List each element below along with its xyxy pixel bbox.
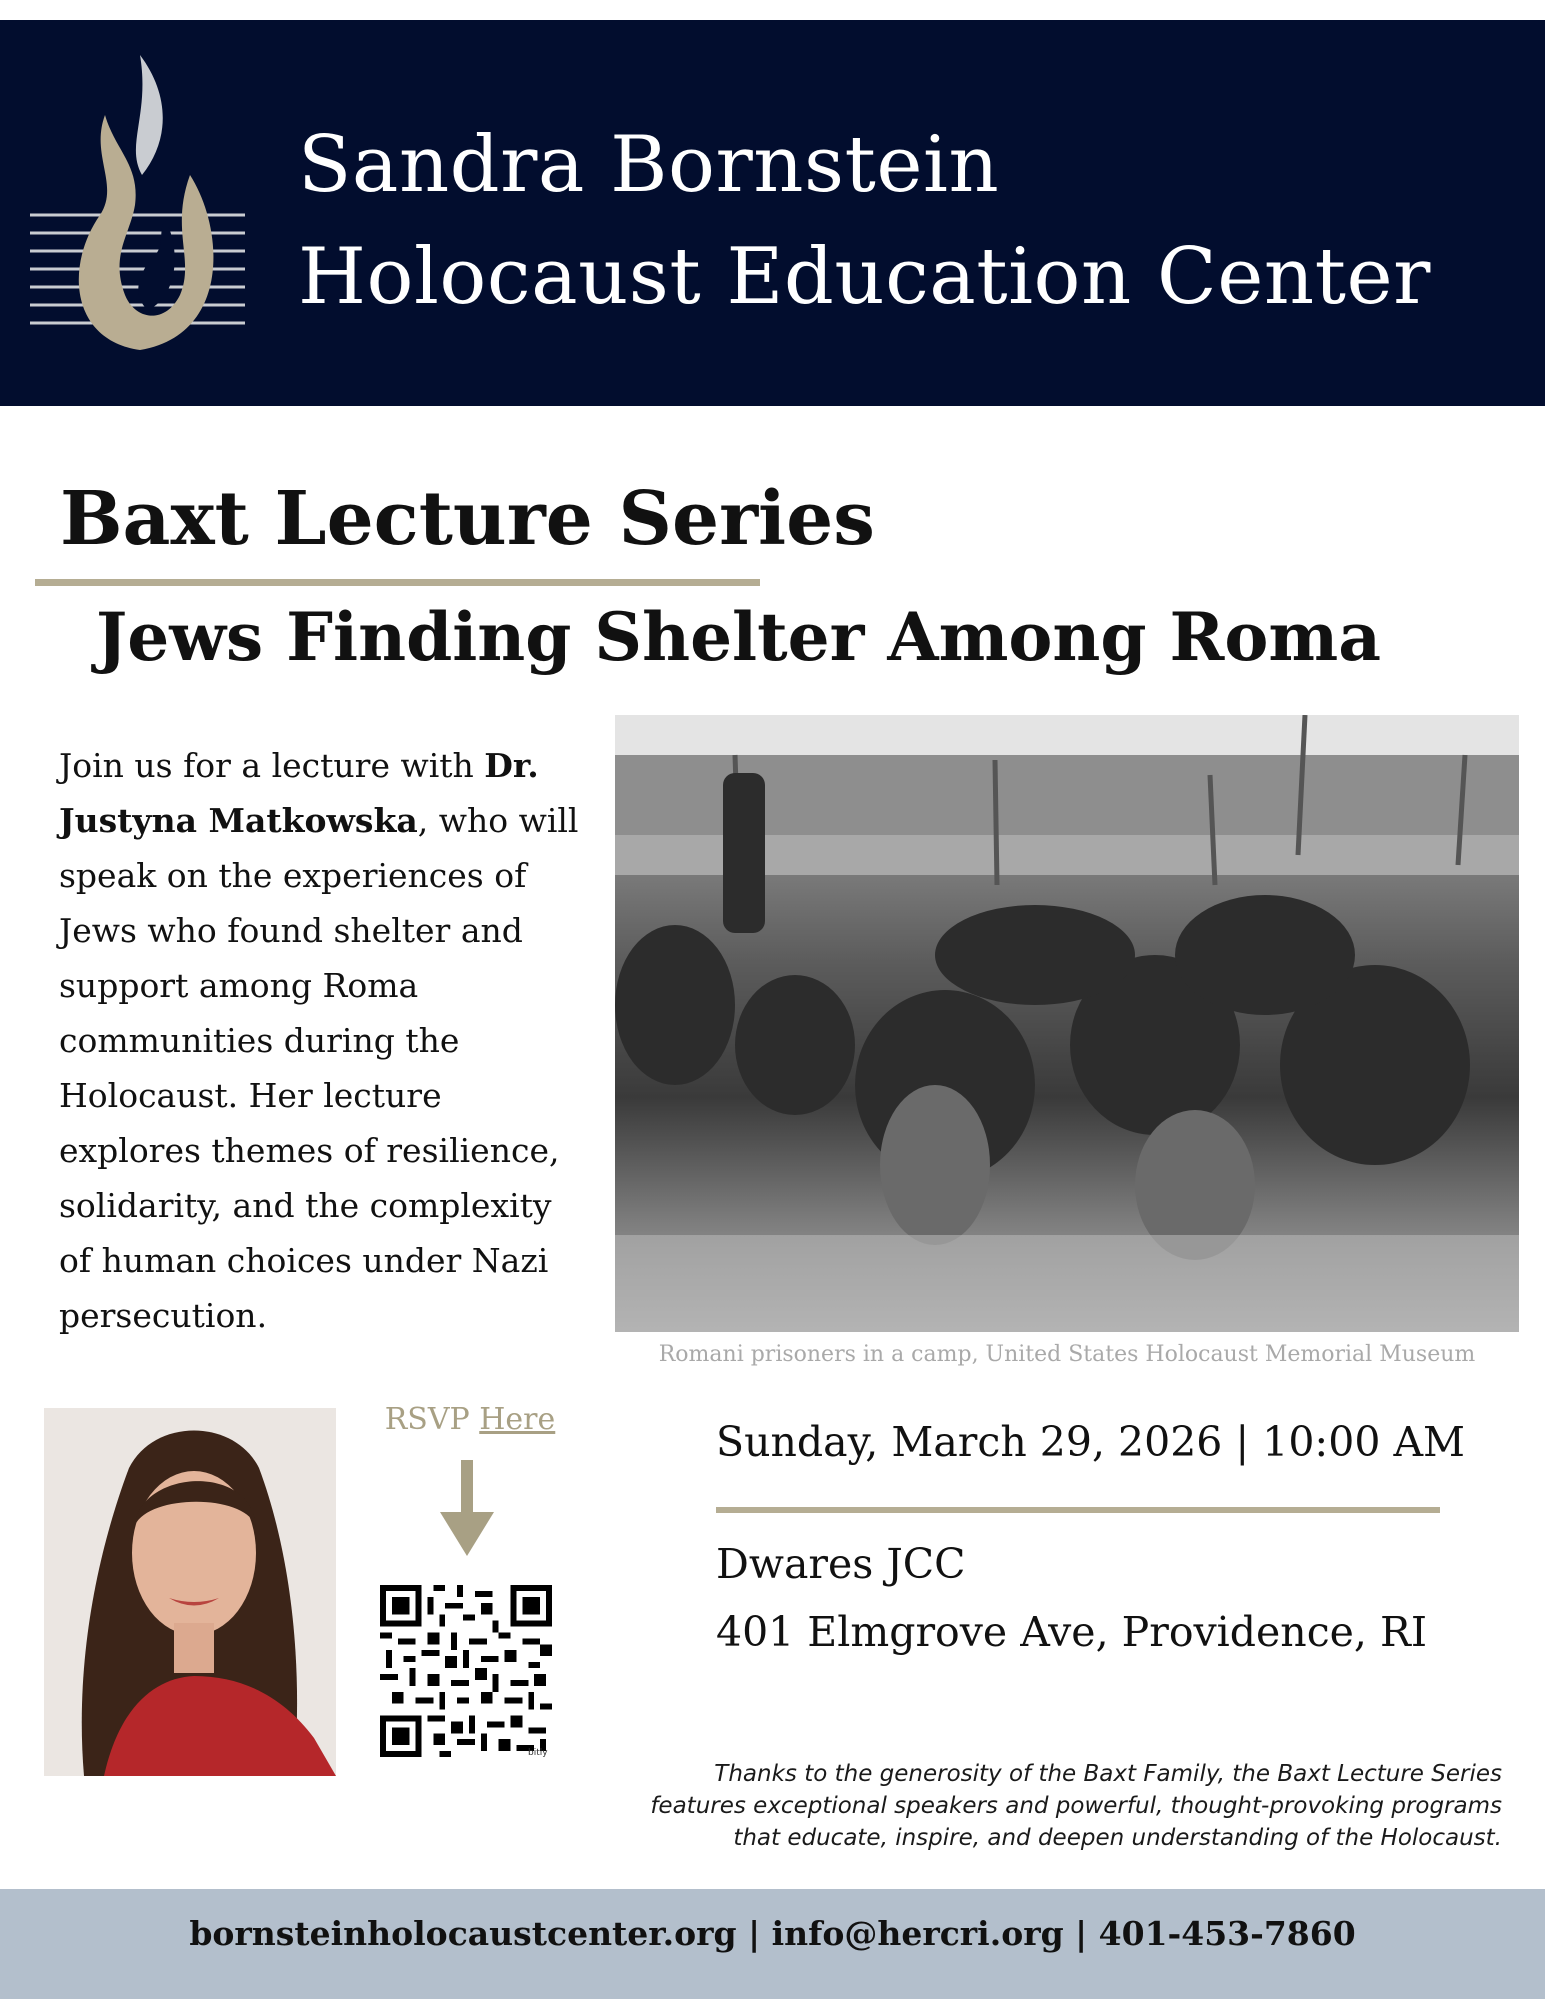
org-name-line1: Sandra Bornstein [298, 120, 1000, 210]
rsvp-text: RSVP [384, 1402, 480, 1437]
thanks-line1: Thanks to the generosity of the Baxt Family, the Baxt Lecture Series [714, 1761, 1502, 1787]
description-intro: Join us for a lecture with [59, 746, 485, 785]
camp-photo [615, 715, 1519, 1332]
speaker-photo [44, 1408, 336, 1776]
speaker-name: Dr. Justyna Matkowska [59, 746, 539, 840]
thanks-line3: that educate, inspire, and deepen understanding of the Holocaust. [733, 1825, 1502, 1851]
rsvp-label [380, 1402, 560, 1437]
flame-logo-icon [30, 55, 245, 355]
series-divider [35, 579, 760, 586]
arrow-down-icon [440, 1460, 494, 1556]
lecture-description [59, 738, 584, 1343]
venue-address: 401 Elmgrove Ave, Providence, RI [716, 1608, 1428, 1656]
lecture-title: Jews Finding Shelter Among Roma [96, 598, 1382, 676]
event-datetime: Sunday, March 29, 2026 | 10:00 AM [716, 1418, 1466, 1466]
footer-contact: bornsteinholocaustcenter.org | info@hercri.org | 401-453-7860 [189, 1914, 1356, 1953]
details-divider [716, 1507, 1440, 1513]
series-title: Baxt Lecture Series [60, 476, 875, 562]
thanks-line2: features exceptional speakers and powerful, thought-provoking programs [650, 1793, 1502, 1819]
rsvp-link[interactable]: Here [479, 1402, 556, 1437]
thanks-note [600, 1758, 1502, 1854]
qr-code-icon[interactable] [380, 1585, 552, 1757]
org-name-line2: Holocaust Education Center [298, 232, 1431, 322]
venue-name: Dwares JCC [716, 1540, 966, 1588]
photo-caption: Romani prisoners in a camp, United States Holocaust Memorial Museum [658, 1342, 1476, 1367]
description-rest: , who will speak on the experiences of Jews who found shelter and support among Roma communities during the Holocaust. Her lecture explores themes of resilience, solidarity, and the complexity of human choices under Nazi persecution. [59, 801, 579, 1335]
qr-brand-label: bitly [528, 1748, 548, 1758]
